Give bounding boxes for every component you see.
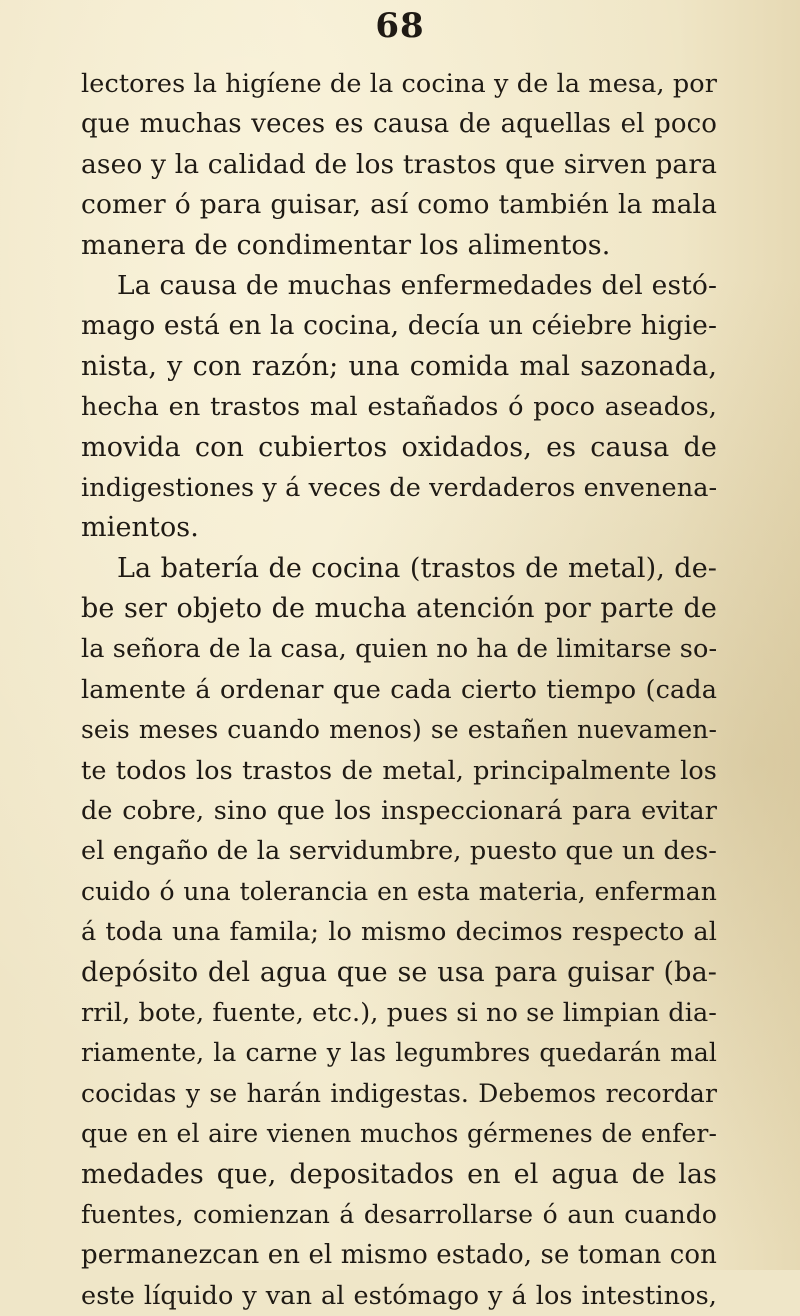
- text-line: este líquido y van al estómago y á los intestinos,: [81, 1280, 717, 1311]
- text-line: te todos los trastos de metal, principalmente los: [81, 755, 717, 786]
- text-line: La causa de muchas enfermedades del estó-: [117, 269, 717, 301]
- text-line: lectores la higíene de la cocina y de la mesa, por: [81, 69, 717, 99]
- text-line: que muchas veces es causa de aquellas el poco: [81, 109, 717, 140]
- text-line: indigestiones y á veces de verdaderos envenena-: [81, 472, 718, 503]
- text-line: lamente á ordenar que cada cierto tiempo (cada: [81, 674, 717, 705]
- text-line: medades que, depositados en el agua de las: [81, 1158, 717, 1190]
- text-line: seis meses cuando menos) se estañen nuevamen-: [81, 715, 717, 745]
- text-line: comer ó para guisar, así como también la mala: [81, 189, 717, 221]
- text-line: movida con cubiertos oxidados, es causa de: [81, 431, 717, 463]
- text-line: mientos.: [81, 512, 199, 544]
- text-line: mago está en la cocina, decía un céiebre higie-: [81, 310, 717, 342]
- text-line: depósito del agua que se usa para guisar (ba-: [81, 956, 717, 988]
- text-line: que en el aire vienen muchos gérmenes de enfer-: [81, 1119, 717, 1149]
- text-line: la señora de la casa, quien no ha de limitarse so-: [81, 634, 718, 665]
- text-line: hecha en trastos mal estañados ó poco aseados,: [81, 392, 717, 423]
- text-line: La batería de cocina (trastos de metal), de-: [117, 552, 717, 584]
- body-text: [81, 64, 717, 1316]
- text-line: cocidas y se harán indigestas. Debemos recordar: [81, 1078, 717, 1108]
- text-line: be ser objeto de mucha atención por parte de: [81, 593, 717, 625]
- text-line: rril, bote, fuente, etc.), pues si no se limpian dia-: [81, 997, 717, 1028]
- text-line: de cobre, sino que los inspeccionará para evitar: [81, 796, 717, 827]
- text-line: el engaño de la servidumbre, puesto que un des-: [81, 836, 717, 867]
- text-line: fuentes, comienzan á desarrollarse ó aun cuando: [81, 1199, 717, 1229]
- text-line: manera de condimentar los alimentos.: [81, 229, 611, 261]
- text-line: aseo y la calidad de los trastos que sirven para: [81, 148, 717, 180]
- text-line: riamente, la carne y las legumbres quedarán mal: [81, 1038, 717, 1068]
- text-line: á toda una famila; lo mismo decimos respecto al: [81, 917, 717, 948]
- text-line: cuido ó una tolerancia en esta materia, enferman: [81, 876, 717, 906]
- text-line: permanezcan en el mismo estado, se toman con: [81, 1240, 717, 1271]
- page-number: 68: [375, 6, 425, 46]
- text-line: nista, y con razón; una comida mal sazonada,: [81, 350, 717, 382]
